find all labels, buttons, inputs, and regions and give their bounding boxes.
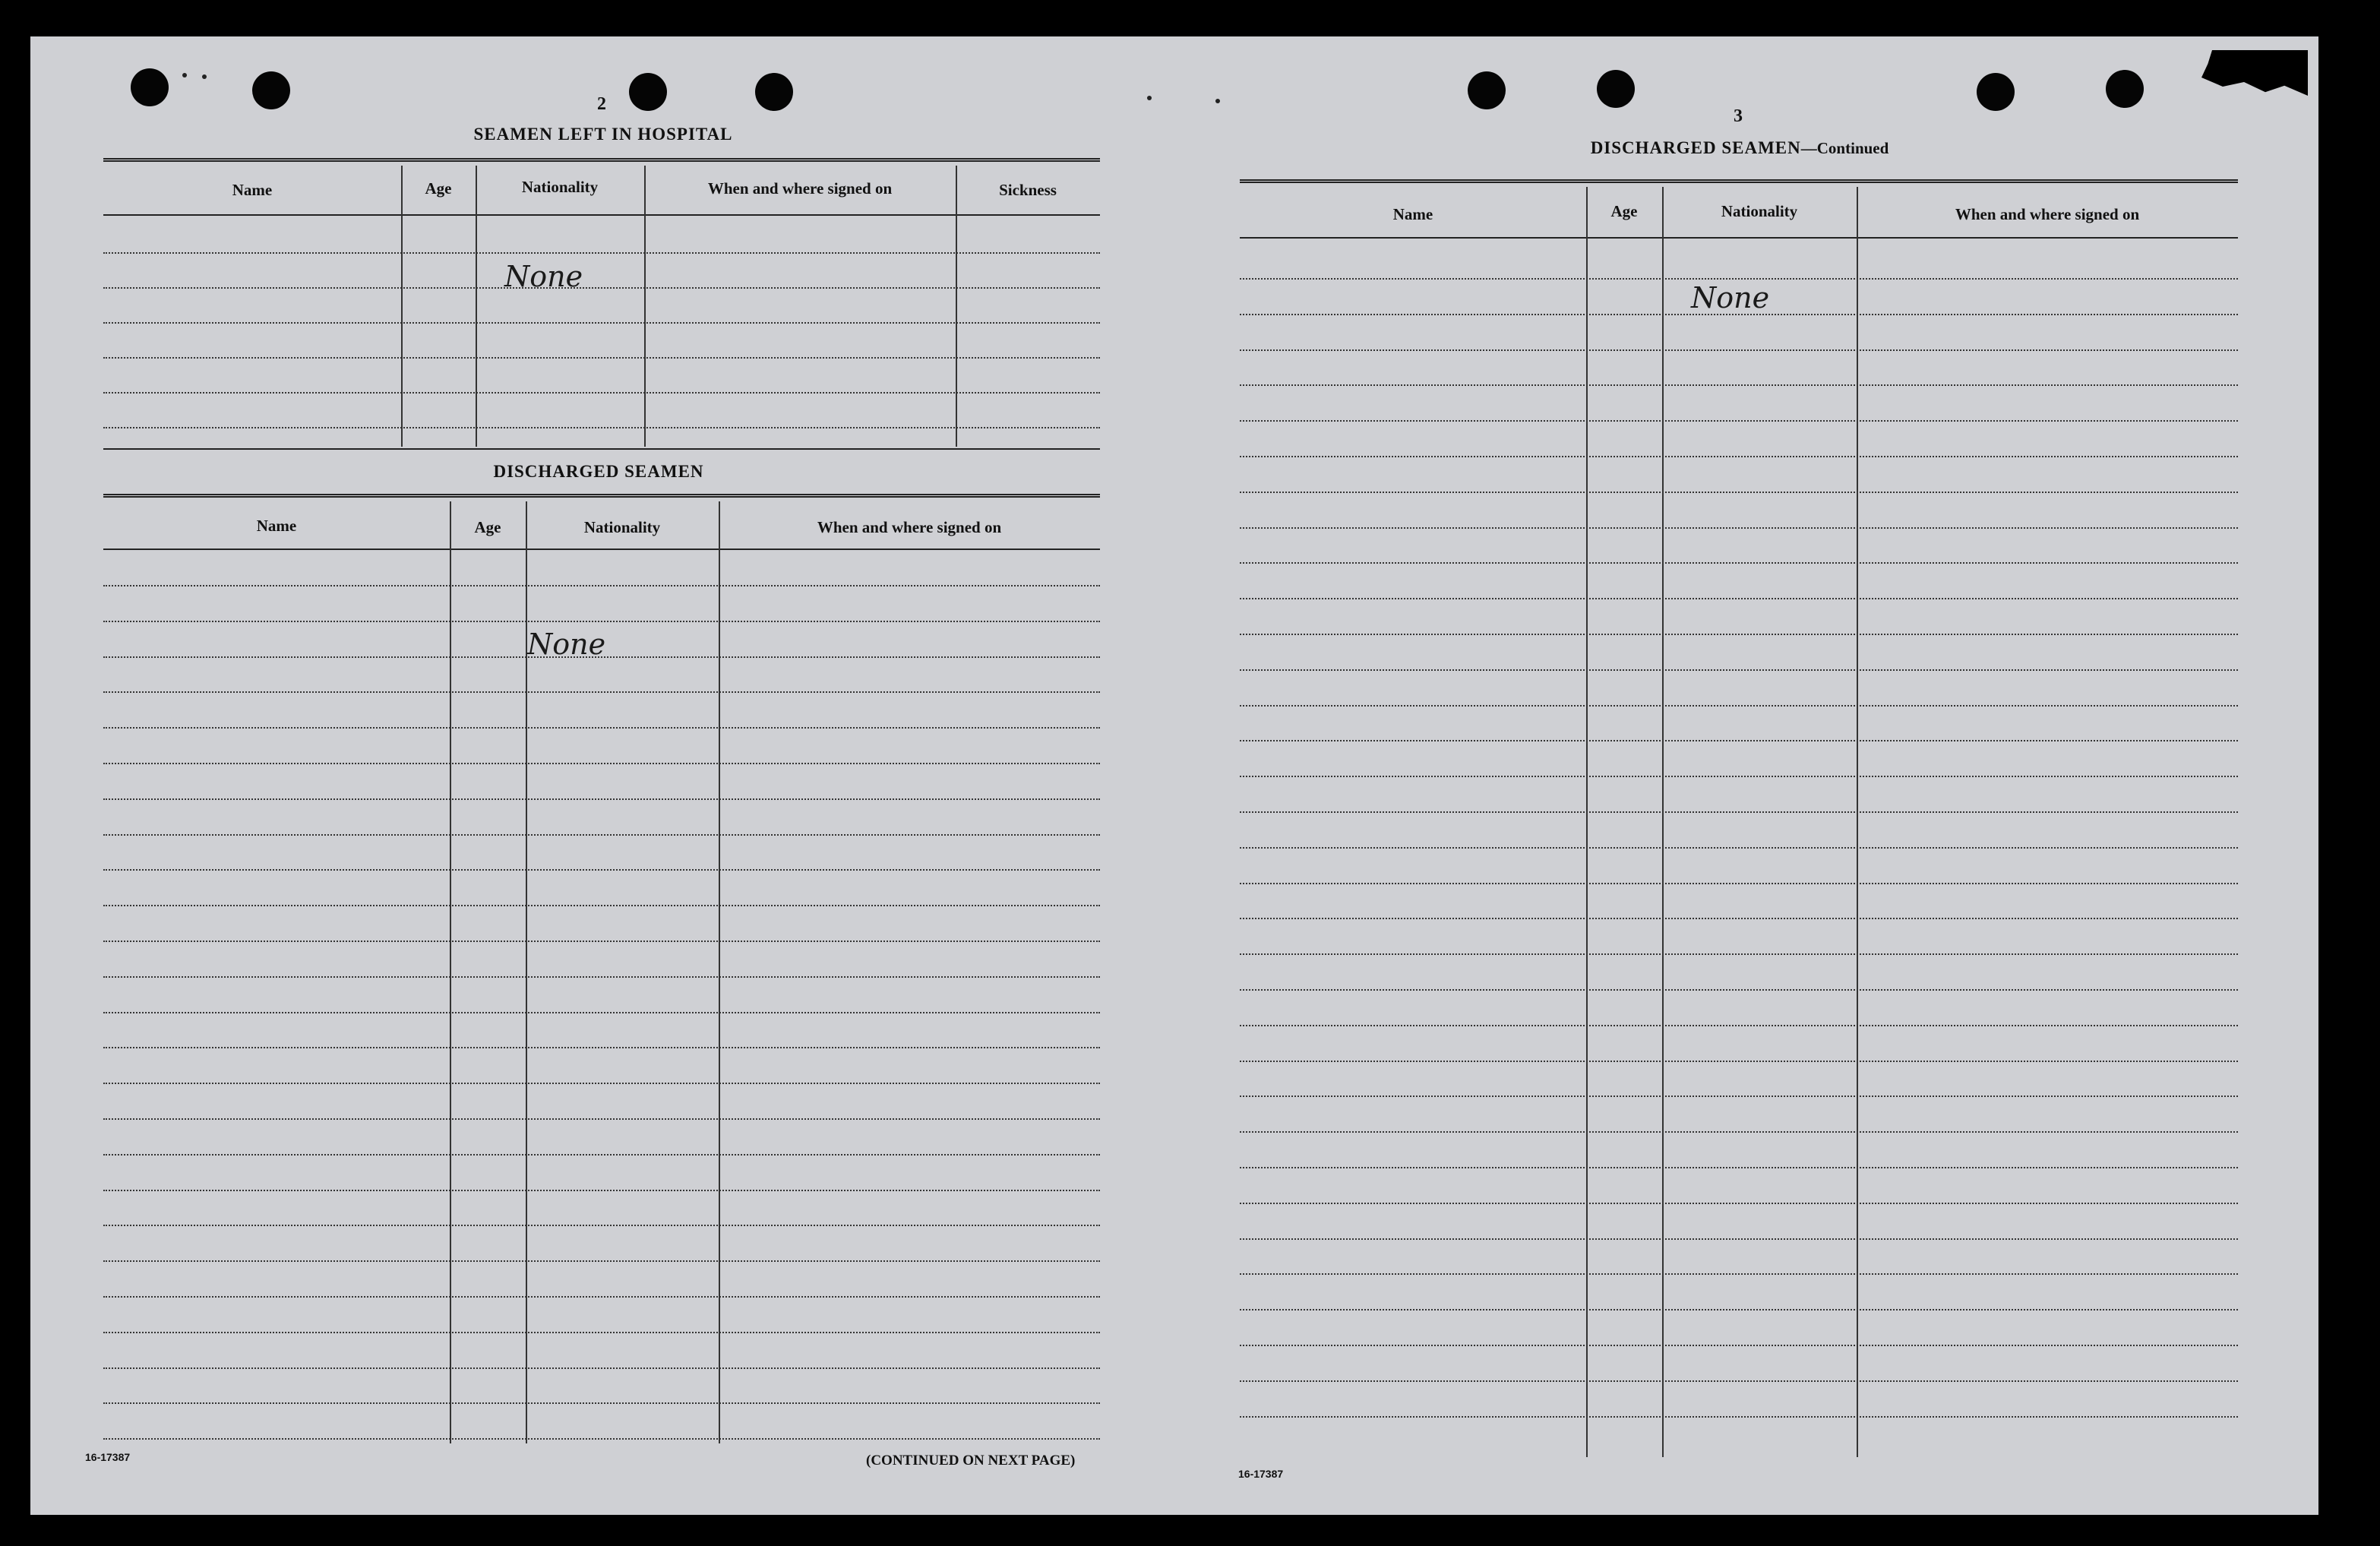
form-row [1240,384,2238,386]
title-suffix: —Continued [1800,139,1889,157]
page-number-left: 2 [597,94,606,114]
form-row [103,1190,1100,1191]
form-row [103,869,1100,871]
page-number-right: 3 [1734,106,1743,126]
form-row [103,621,1100,622]
form-row [103,1083,1100,1084]
form-row [1240,740,2238,741]
form-row [103,905,1100,906]
hospital-bottom-rule [103,448,1100,450]
punch-hole [2106,70,2144,108]
form-row [1240,776,2238,777]
form-row [1240,1345,2238,1346]
hospital-row [103,322,1100,324]
continued-handwritten-entry: None [1691,281,1770,315]
form-row [1240,1061,2238,1062]
hospital-col-nationality: Nationality [521,178,599,196]
form-row [103,1118,1100,1120]
form-row [103,1296,1100,1298]
form-row [103,1367,1100,1369]
discharged-col-nationality: Nationality [583,518,661,536]
hospital-col-name: Name [232,181,273,199]
speck [1147,96,1152,100]
continued-top-rule [1240,179,2238,183]
discharged-continued-title [1550,138,1930,158]
form-row [103,763,1100,764]
hospital-divider [401,166,403,447]
form-row [103,1438,1100,1440]
continued-col-name: Name [1392,205,1433,223]
form-row [103,727,1100,729]
form-row [103,585,1100,586]
hospital-top-rule [103,158,1100,162]
hospital-divider [476,166,477,447]
hospital-col-sickness: Sickness [999,181,1057,199]
punch-hole [1977,73,2015,111]
hospital-row [103,392,1100,394]
form-row [1240,1025,2238,1026]
form-row [1240,420,2238,422]
form-code-left: 16-17387 [85,1451,131,1463]
hospital-divider [956,166,957,447]
form-row [1240,349,2238,351]
form-row [103,976,1100,978]
form-row [103,834,1100,836]
form-row [103,1332,1100,1333]
discharged-divider [450,501,451,1443]
form-row [1240,1380,2238,1382]
hospital-section-title: SEAMEN LEFT IN HOSPITAL [473,125,733,144]
form-row [1240,847,2238,849]
hospital-row [103,252,1100,254]
discharged-col-age: Age [474,518,501,536]
form-row [103,1225,1100,1226]
form-row [1240,669,2238,671]
form-row [103,1012,1100,1013]
punch-hole [1597,70,1635,108]
form-row [1240,1273,2238,1275]
continued-divider [1586,187,1588,1457]
continued-divider [1857,187,1858,1457]
form-row [1240,1203,2238,1204]
speck [182,73,187,77]
form-row [1240,811,2238,813]
discharged-col-signed-on: When and where signed on [817,518,1002,536]
discharged-top-rule [103,494,1100,498]
punch-hole [1468,71,1506,109]
hospital-row [103,357,1100,359]
hospital-row [103,427,1100,428]
form-row [1240,634,2238,635]
form-row [103,1260,1100,1262]
form-row [1240,918,2238,919]
form-row [1240,492,2238,493]
punch-hole [252,71,290,109]
form-row [1240,598,2238,599]
speck [202,74,207,79]
continued-note: (CONTINUED ON NEXT PAGE) [866,1453,1076,1469]
continued-col-nationality: Nationality [1721,202,1798,220]
title-main: DISCHARGED SEAMEN [1590,138,1801,157]
hospital-col-signed-on: When and where signed on [707,179,893,198]
form-row [103,1047,1100,1048]
continued-col-signed-on: When and where signed on [1955,205,2140,223]
continued-divider [1662,187,1664,1457]
form-row [103,798,1100,800]
hospital-col-age: Age [425,179,452,198]
form-row [1240,1131,2238,1133]
form-row [1240,1167,2238,1168]
continued-col-age: Age [1610,202,1638,220]
hospital-header-rule [103,214,1100,216]
form-row [1240,1238,2238,1240]
discharged-header-rule [103,549,1100,550]
form-row [1240,1416,2238,1418]
punch-hole [755,73,793,111]
hospital-handwritten-entry: None [504,260,583,293]
form-row [1240,1095,2238,1097]
form-row [103,941,1100,942]
form-row [103,1402,1100,1404]
hospital-divider [644,166,646,447]
discharged-section-title: DISCHARGED SEAMEN [493,462,704,481]
form-row [1240,989,2238,991]
form-row [1240,953,2238,955]
form-row [1240,278,2238,280]
form-row [1240,705,2238,707]
punch-hole [629,73,667,111]
discharged-col-name: Name [256,517,297,535]
hospital-row [103,287,1100,289]
form-row [103,691,1100,693]
continued-header-rule [1240,237,2238,239]
form-row [1240,883,2238,884]
form-row [1240,527,2238,529]
form-code-right: 16-17387 [1238,1468,1284,1480]
punch-hole [131,68,169,106]
discharged-divider [719,501,720,1443]
form-row [103,1154,1100,1156]
form-row [1240,456,2238,457]
form-row [1240,1309,2238,1310]
form-row [1240,562,2238,564]
discharged-handwritten-entry: None [527,628,606,661]
speck [1215,99,1220,103]
